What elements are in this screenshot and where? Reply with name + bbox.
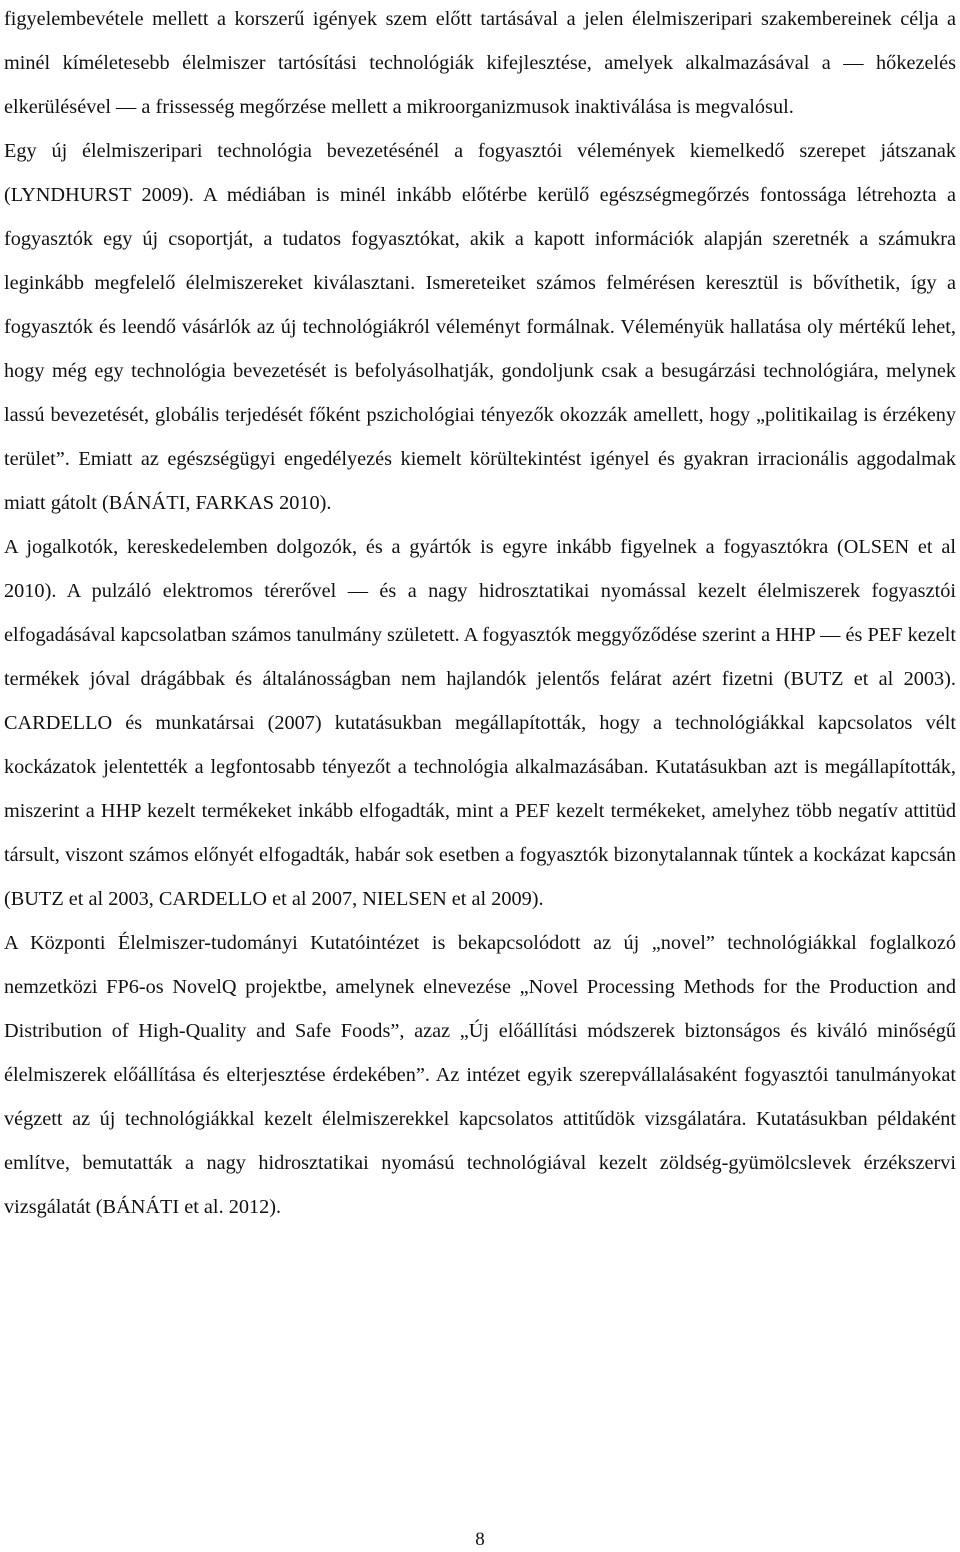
paragraph-intro-continued: figyelembevétele mellett a korszerű igények szem előtt tartásával a jelen élelmiszeripari szakembereinek célja a minél kíméletesebb élelmiszer tartósítási technológiák kifejlesztése, amelyek alkalmazásával a — hőkezelés elkerülésével — a frissesség megőrzése mellett a mikroorganizmusok inaktiválása is megvalósul. [4, 8, 956, 118]
paragraph-novelq-project: A Központi Élelmiszer-tudományi Kutatóintézet is bekapcsolódott az új „novel” technológiákkal foglalkozó nemzetközi FP6-os NovelQ projektbe, amelynek elnevezése „Novel Processing Methods for the Production and Distribution of High-Quality and Safe Foods”, azaz „Új előállítási módszerek biztonságos és kiváló minőségű élelmiszerek előállítása és elterjesztése érdekében”. Az intézet egyik szerepvállalásaként fogyasztói tanulmányokat végzett az új technológiákkal kezelt élelmiszerekkel kapcsolatos attitűdök vizsgálatára. Kutatásukban példaként említve, bemutatták a nagy hidrosztatikai nyomású technológiával kezelt zöldség-gyümölcslevek érzékszervi vizsgálatát (BÁNÁTI et al. 2012). [4, 932, 956, 1218]
paragraph-legislators-consumers: A jogalkotók, kereskedelemben dolgozók, és a gyártók is egyre inkább figyelnek a fogyasztókra (OLSEN et al 2010). A pulzáló elektromos térerővel — és a nagy hidrosztatikai nyomással kezelt élelmiszerek fogyasztói elfogadásával kapcsolatban számos tanulmány született. A fogyasztók meggyőződése szerint a HHP — és PEF kezelt termékek jóval drágábbak és általánosságban nem hajlandók jelentős felárat azért fizetni (BUTZ et al 2003). CARDELLO és munkatársai (2007) kutatásukban megállapították, hogy a technológiákkal kapcsolatos vélt kockázatok jelentették a legfontosabb tényezőt a technológia alkalmazásában. Kutatásukban azt is megállapították, miszerint a HHP kezelt termékeket inkább elfogadták, mint a PEF kezelt termékeket, amelyhez több negatív attitüd társult, viszont számos előnyét elfogadták, habár sok esetben a fogyasztók bizonytalannak tűntek a kockázat kapcsán (BUTZ et al 2003, CARDELLO et al 2007, NIELSEN et al 2009). [4, 536, 956, 910]
page-number: 8 [475, 1529, 485, 1550]
document-page [4, 0, 956, 1229]
paragraph-consumer-opinions: Egy új élelmiszeripari technológia bevezetésénél a fogyasztói vélemények kiemelkedő szerepet játszanak (LYNDHURST 2009). A médiában is minél inkább előtérbe kerülő egészségmegőrzés fontossága létrehozta a fogyasztók egy új csoportját, a tudatos fogyasztókat, akik a kapott információk alapján szeretnék a számukra leginkább megfelelő élelmiszereket kiválasztani. Ismereteiket számos felmérésen keresztül is bővíthetik, így a fogyasztók és leendő vásárlók az új technológiákról véleményt formálnak. Véleményük hallatása oly mértékű lehet, hogy még egy technológia bevezetését is befolyásolhatják, gondoljunk csak a besugárzási technológiára, melynek lassú bevezetését, globális terjedését főként pszichológiai tényezők okozzák amellett, hogy „politikailag is érzékeny terület”. Emiatt az egészségügyi engedélyezés kiemelt körültekintést igényel és gyakran irracionális aggodalmak miatt gátolt (BÁNÁTI, FARKAS 2010). [4, 140, 956, 514]
